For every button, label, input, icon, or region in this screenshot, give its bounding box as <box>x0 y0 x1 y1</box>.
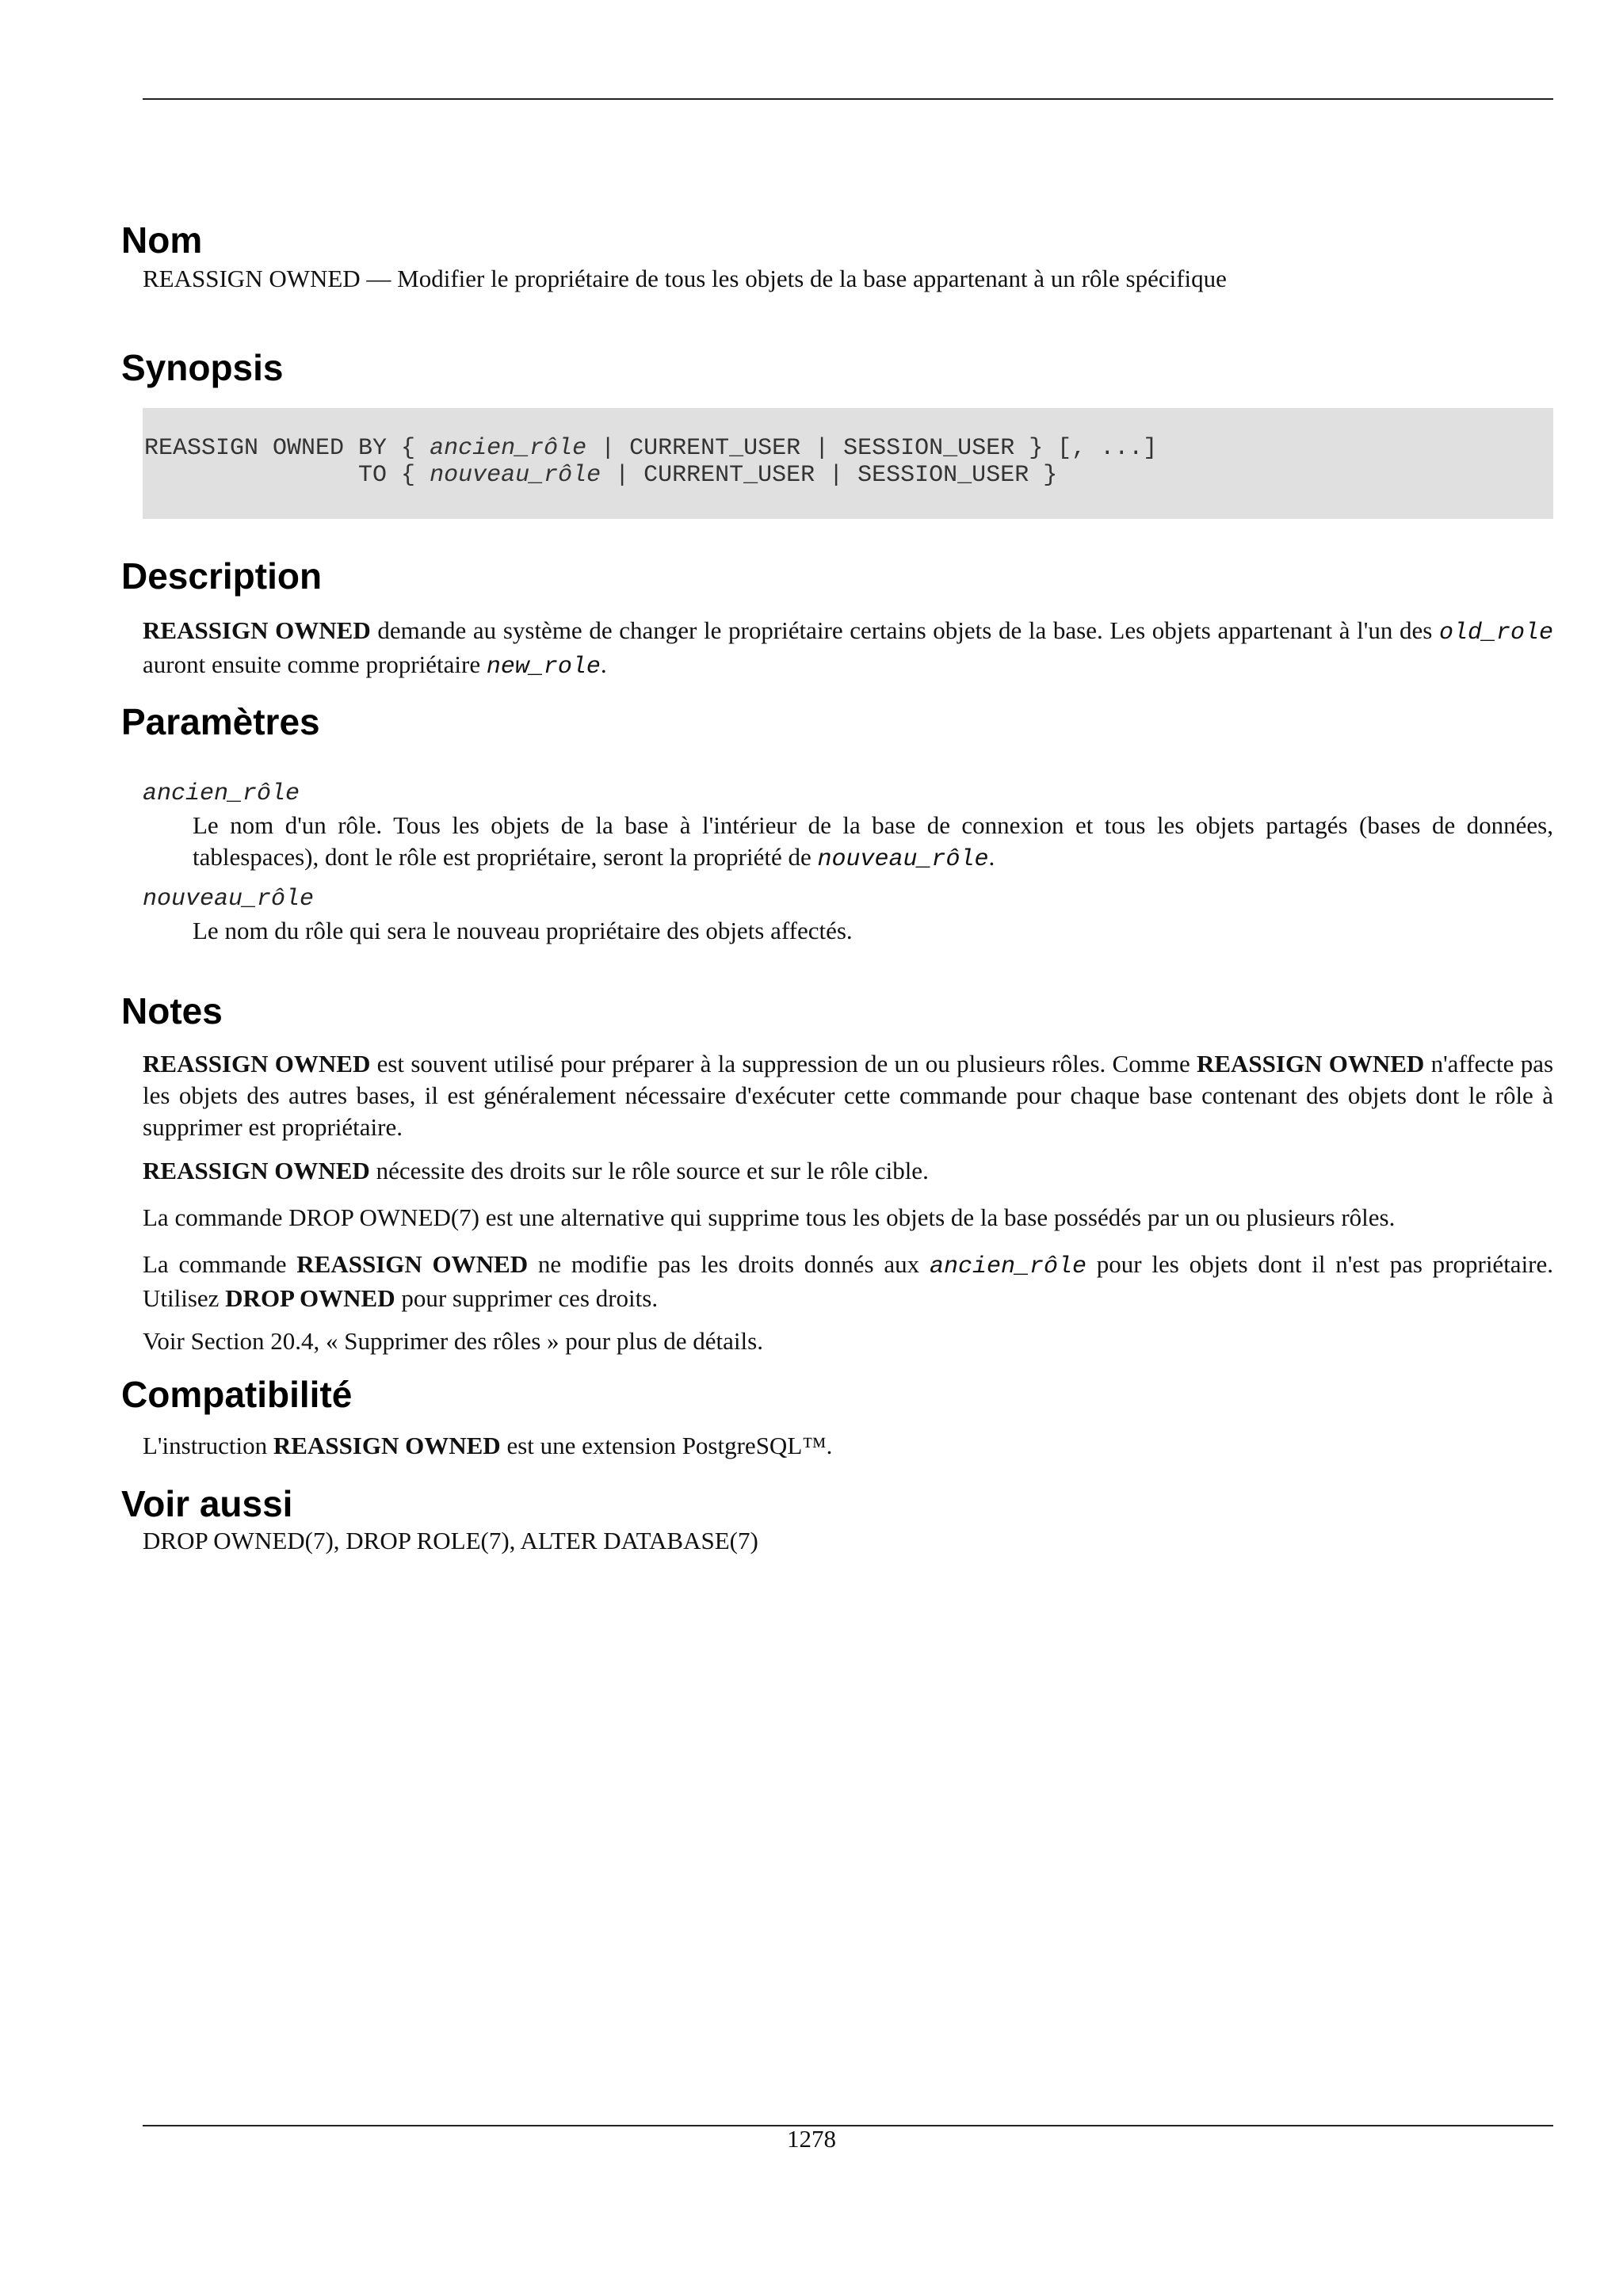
notes-paragraph-1: REASSIGN OWNED est souvent utilisé pour préparer à la suppression de un ou plusieurs rôles. Comme REASSIGN OWNED n'affecte pas les objets des autres bases, il est généralement nécessaire d'exécuter cette commande pour chaque base contenant des objets dont le rôle à supprimer est propriétaire. <box>143 1050 1554 1141</box>
voir-aussi-links: DROP OWNED(7), DROP ROLE(7), ALTER DATABASE(7) <box>143 1527 758 1554</box>
notes-paragraph-3: La commande DROP OWNED(7) est une alternative qui supprime tous les objets de la base possédés par un ou plusieurs rôles. <box>143 1203 1396 1231</box>
param-def-nouveau-role: Le nom du rôle qui sera le nouveau propriétaire des objets affectés. <box>193 917 853 944</box>
heading-description: Description <box>121 555 323 597</box>
nom-text: REASSIGN OWNED — Modifier le propriétaire de tous les objets de la base appartenant à un rôle spécifique <box>143 265 1227 292</box>
param-term-nouveau-role: nouveau_rôle <box>143 886 315 913</box>
heading-voir-aussi: Voir aussi <box>121 1483 293 1524</box>
heading-notes: Notes <box>121 990 223 1032</box>
param-def-ancien-role: Le nom d'un rôle. Tous les objets de la base à l'intérieur de la base de connexion et tous les objets partagés (bases de données, tablespaces), dont le rôle est propriétaire, seront la propriété de nouveau_rôle. <box>193 811 1553 873</box>
notes-paragraph-2: REASSIGN OWNED nécessite des droits sur le rôle source et sur le rôle cible. <box>143 1157 929 1184</box>
notes-paragraph-4: La commande REASSIGN OWNED ne modifie pas les droits donnés aux ancien_rôle pour les objets dont il n'est pas propriétaire. Utilisez DROP OWNED pour supprimer ces droits. <box>143 1250 1554 1312</box>
synopsis-line-1: REASSIGN OWNED BY { ancien_rôle | CURRENT_USER | SESSION_USER } [, ...] <box>144 435 1158 462</box>
compatibilite-paragraph: L'instruction REASSIGN OWNED est une extension PostgreSQL™. <box>143 1432 833 1459</box>
heading-nom: Nom <box>121 219 203 261</box>
notes-paragraph-5: Voir Section 20.4, « Supprimer des rôles » pour plus de détails. <box>143 1327 763 1355</box>
header-rule <box>143 98 1553 100</box>
heading-parametres: Paramètres <box>121 701 320 742</box>
synopsis-line-2: TO { nouveau_rôle | CURRENT_USER | SESSION_USER } <box>144 462 1058 489</box>
heading-compatibilite: Compatibilité <box>121 1374 353 1415</box>
heading-synopsis: Synopsis <box>121 347 284 388</box>
param-term-ancien-role: ancien_rôle <box>143 780 300 807</box>
page-number: 1278 <box>787 2125 836 2153</box>
description-paragraph: REASSIGN OWNED demande au système de changer le propriétaire certains objets de la base. Les objets appartenant à l'un des old_role auront ensuite comme propriétaire new_role. <box>143 616 1554 681</box>
